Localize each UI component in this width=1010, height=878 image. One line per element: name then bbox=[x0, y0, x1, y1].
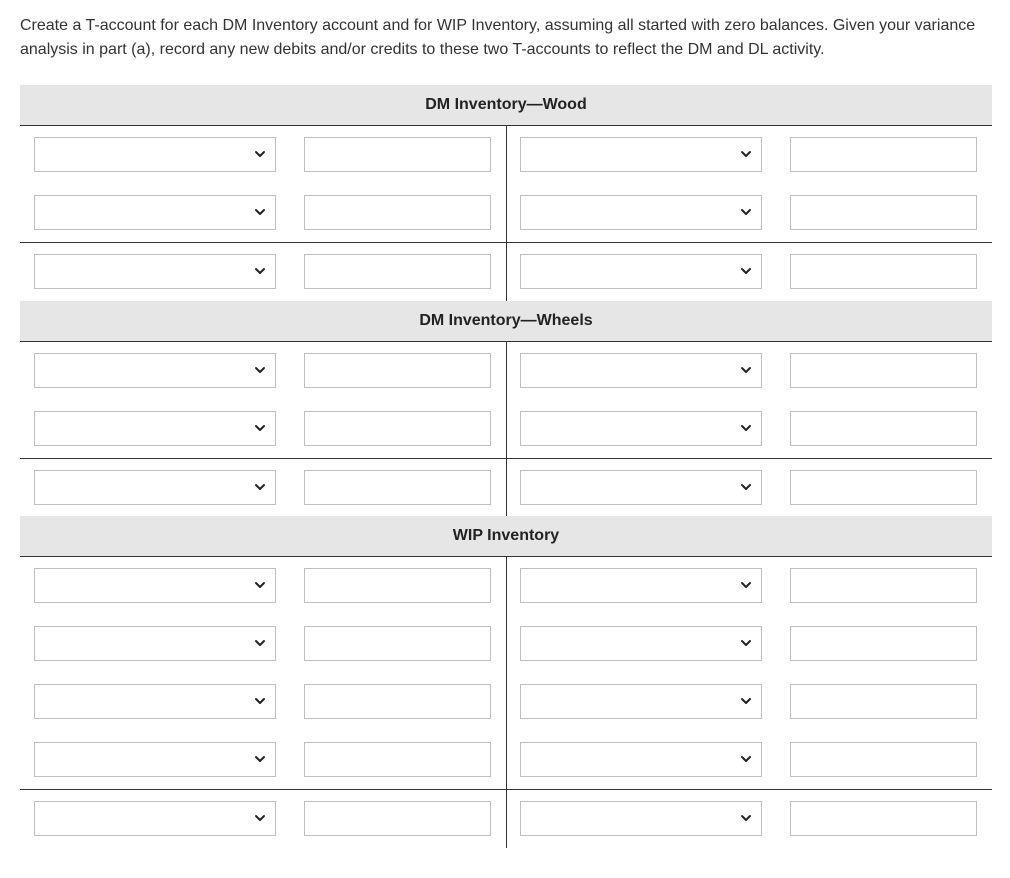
debit-account-select[interactable] bbox=[34, 568, 276, 603]
credit-amount-input[interactable] bbox=[790, 411, 977, 446]
credit-account-select[interactable] bbox=[520, 254, 762, 289]
credit-amount-input[interactable] bbox=[790, 353, 977, 388]
t-account-row bbox=[20, 126, 992, 184]
chevron-down-icon bbox=[253, 205, 267, 219]
chevron-down-icon bbox=[739, 578, 753, 592]
debit-account-select[interactable] bbox=[34, 742, 276, 777]
t-account-title: DM Inventory—Wheels bbox=[20, 301, 992, 342]
debit-account-select[interactable] bbox=[34, 137, 276, 172]
credit-amount-input[interactable] bbox=[790, 195, 977, 230]
t-account-row bbox=[20, 342, 992, 400]
credit-account-select[interactable] bbox=[520, 801, 762, 836]
chevron-down-icon bbox=[253, 147, 267, 161]
credit-amount-input[interactable] bbox=[790, 626, 977, 661]
chevron-down-icon bbox=[739, 421, 753, 435]
chevron-down-icon bbox=[253, 363, 267, 377]
credit-account-select[interactable] bbox=[520, 411, 762, 446]
t-account-body bbox=[20, 342, 992, 517]
debit-account-select[interactable] bbox=[34, 684, 276, 719]
debit-amount-input[interactable] bbox=[304, 742, 491, 777]
debit-account-select[interactable] bbox=[34, 195, 276, 230]
debit-account-select[interactable] bbox=[34, 353, 276, 388]
chevron-down-icon bbox=[739, 147, 753, 161]
t-account-row bbox=[20, 557, 992, 615]
debit-amount-input[interactable] bbox=[304, 470, 491, 505]
credit-account-select[interactable] bbox=[520, 568, 762, 603]
debit-amount-input[interactable] bbox=[304, 254, 491, 289]
chevron-down-icon bbox=[253, 752, 267, 766]
t-account bbox=[20, 85, 992, 301]
credit-account-select[interactable] bbox=[520, 742, 762, 777]
t-account bbox=[20, 301, 992, 517]
debit-amount-input[interactable] bbox=[304, 568, 491, 603]
t-account-row bbox=[20, 459, 992, 517]
credit-account-select[interactable] bbox=[520, 626, 762, 661]
chevron-down-icon bbox=[253, 480, 267, 494]
debit-account-select[interactable] bbox=[34, 801, 276, 836]
t-account-row bbox=[20, 731, 992, 789]
chevron-down-icon bbox=[739, 264, 753, 278]
credit-account-select[interactable] bbox=[520, 353, 762, 388]
t-account-body bbox=[20, 126, 992, 301]
chevron-down-icon bbox=[739, 480, 753, 494]
chevron-down-icon bbox=[253, 811, 267, 825]
t-account-row bbox=[20, 790, 992, 848]
chevron-down-icon bbox=[739, 636, 753, 650]
t-account-row bbox=[20, 243, 992, 301]
debit-amount-input[interactable] bbox=[304, 137, 491, 172]
instructions-text: Create a T-account for each DM Inventory account and for WIP Inventory, assuming all started with zero balances. Given your variance analysis in part (a), record any new debits and/or credits to these two T-accounts to reflect the DM and DL activity. bbox=[20, 17, 976, 58]
chevron-down-icon bbox=[253, 636, 267, 650]
credit-amount-input[interactable] bbox=[790, 801, 977, 836]
debit-account-select[interactable] bbox=[34, 626, 276, 661]
credit-amount-input[interactable] bbox=[790, 684, 977, 719]
credit-amount-input[interactable] bbox=[790, 137, 977, 172]
chevron-down-icon bbox=[253, 264, 267, 278]
t-account bbox=[20, 516, 992, 848]
debit-amount-input[interactable] bbox=[304, 801, 491, 836]
credit-account-select[interactable] bbox=[520, 137, 762, 172]
debit-amount-input[interactable] bbox=[304, 353, 491, 388]
credit-account-select[interactable] bbox=[520, 684, 762, 719]
debit-account-select[interactable] bbox=[34, 411, 276, 446]
credit-account-select[interactable] bbox=[520, 470, 762, 505]
credit-amount-input[interactable] bbox=[790, 568, 977, 603]
chevron-down-icon bbox=[739, 694, 753, 708]
chevron-down-icon bbox=[253, 694, 267, 708]
chevron-down-icon bbox=[739, 205, 753, 219]
t-account-row bbox=[20, 615, 992, 673]
debit-amount-input[interactable] bbox=[304, 411, 491, 446]
credit-amount-input[interactable] bbox=[790, 470, 977, 505]
credit-account-select[interactable] bbox=[520, 195, 762, 230]
t-account-row bbox=[20, 673, 992, 731]
credit-amount-input[interactable] bbox=[790, 742, 977, 777]
debit-amount-input[interactable] bbox=[304, 684, 491, 719]
chevron-down-icon bbox=[253, 578, 267, 592]
chevron-down-icon bbox=[739, 363, 753, 377]
chevron-down-icon bbox=[739, 752, 753, 766]
t-account-title: WIP Inventory bbox=[20, 516, 992, 557]
t-account-title: DM Inventory—Wood bbox=[20, 85, 992, 126]
debit-account-select[interactable] bbox=[34, 254, 276, 289]
t-account-row bbox=[20, 184, 992, 242]
debit-amount-input[interactable] bbox=[304, 626, 491, 661]
t-account-row bbox=[20, 400, 992, 458]
chevron-down-icon bbox=[253, 421, 267, 435]
chevron-down-icon bbox=[739, 811, 753, 825]
credit-amount-input[interactable] bbox=[790, 254, 977, 289]
debit-account-select[interactable] bbox=[34, 470, 276, 505]
t-account-body bbox=[20, 557, 992, 848]
debit-amount-input[interactable] bbox=[304, 195, 491, 230]
